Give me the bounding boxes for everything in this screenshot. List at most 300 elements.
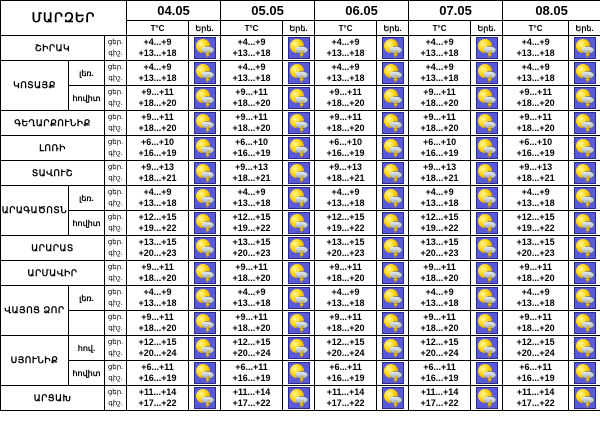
daytime-label: ցեր. bbox=[107, 89, 124, 96]
temperature-range-night: +13...+18 bbox=[232, 73, 271, 83]
sun-cloud-thunder-icon bbox=[194, 362, 216, 384]
weather-icon-cell bbox=[377, 261, 409, 286]
temperature-range-day: +13...+15 bbox=[420, 237, 459, 247]
temperature-cell bbox=[503, 161, 569, 186]
temperature-cell bbox=[221, 86, 283, 111]
temperature-cell bbox=[503, 386, 569, 411]
weather-icon-cell bbox=[569, 286, 600, 311]
weather-icon-cell bbox=[569, 211, 600, 236]
weather-icon-cell bbox=[189, 161, 221, 186]
nighttime-label: գիշ. bbox=[108, 375, 123, 382]
time-of-day-label bbox=[105, 311, 127, 336]
region-name: ՎԱՅՈՑ ՁՈՐ bbox=[1, 286, 69, 336]
weather-icon-cell bbox=[189, 136, 221, 161]
time-of-day-label bbox=[105, 61, 127, 86]
temperature-cell bbox=[127, 386, 189, 411]
temperature-range-night: +18...+20 bbox=[420, 273, 459, 283]
temperature-range-day: +4...+9 bbox=[237, 62, 266, 72]
temperature-range-night: +13...+18 bbox=[138, 298, 177, 308]
forecast-row bbox=[1, 136, 600, 161]
forecast-row bbox=[1, 86, 600, 111]
temperature-cell bbox=[409, 286, 471, 311]
temperature-range-day: +11...+14 bbox=[232, 387, 271, 397]
temperature-cell bbox=[221, 36, 283, 61]
forecast-row bbox=[1, 286, 600, 311]
temperature-range-day: +4...+9 bbox=[143, 37, 172, 47]
weather-icon-cell bbox=[283, 136, 315, 161]
nighttime-label: գիշ. bbox=[108, 300, 123, 307]
sun-cloud-thunder-icon bbox=[194, 387, 216, 409]
temperature-cell bbox=[127, 161, 189, 186]
weather-icon-cell bbox=[283, 86, 315, 111]
temperature-cell bbox=[409, 361, 471, 386]
sub-area-label: հովիտ bbox=[69, 361, 105, 386]
sun-cloud-thunder-icon bbox=[382, 237, 404, 259]
sun-cloud-thunder-icon bbox=[382, 112, 404, 134]
weather-icon-column-header: Երե. bbox=[377, 21, 409, 36]
temperature-range-day: +6...+10 bbox=[423, 137, 457, 147]
sun-cloud-thunder-icon bbox=[476, 112, 498, 134]
temperature-cell bbox=[127, 236, 189, 261]
sun-cloud-thunder-icon bbox=[476, 362, 498, 384]
temperature-range-night: +13...+18 bbox=[326, 298, 365, 308]
weather-icon-cell bbox=[189, 336, 221, 361]
sun-cloud-thunder-icon bbox=[382, 37, 404, 59]
temperature-range-night: +18...+21 bbox=[232, 173, 271, 183]
temperature-range-night: +16...+19 bbox=[420, 148, 459, 158]
forecast-row bbox=[1, 61, 600, 86]
temperature-range-night: +16...+19 bbox=[326, 373, 365, 383]
daytime-label: ցեր. bbox=[107, 339, 124, 346]
weather-icon-cell bbox=[283, 286, 315, 311]
temperature-cell bbox=[503, 111, 569, 136]
sun-cloud-thunder-icon bbox=[194, 312, 216, 334]
temperature-cell bbox=[315, 386, 377, 411]
daytime-label: ցեր. bbox=[107, 164, 124, 171]
temperature-cell bbox=[315, 86, 377, 111]
time-of-day-label bbox=[105, 136, 127, 161]
sun-cloud-thunder-icon bbox=[288, 387, 310, 409]
temperature-range-night: +18...+20 bbox=[232, 323, 271, 333]
nighttime-label: գիշ. bbox=[108, 250, 123, 257]
weather-icon-cell bbox=[283, 211, 315, 236]
sun-cloud-thunder-icon bbox=[288, 262, 310, 284]
weather-icon-cell bbox=[569, 261, 600, 286]
weather-icon-cell bbox=[377, 136, 409, 161]
temperature-cell bbox=[409, 161, 471, 186]
weather-icon-cell bbox=[283, 236, 315, 261]
sun-cloud-thunder-icon bbox=[574, 212, 596, 234]
sun-cloud-thunder-icon bbox=[382, 162, 404, 184]
sun-cloud-thunder-icon bbox=[574, 262, 596, 284]
sun-cloud-thunder-icon bbox=[288, 287, 310, 309]
weather-icon-cell bbox=[471, 236, 503, 261]
weather-icon-cell bbox=[377, 186, 409, 211]
nighttime-label: գիշ. bbox=[108, 225, 123, 232]
sun-cloud-thunder-icon bbox=[476, 62, 498, 84]
weather-icon-cell bbox=[569, 361, 600, 386]
time-of-day-label bbox=[105, 211, 127, 236]
weather-icon-cell bbox=[377, 161, 409, 186]
sun-cloud-thunder-icon bbox=[476, 37, 498, 59]
temperature-range-night: +18...+20 bbox=[516, 273, 555, 283]
sun-cloud-thunder-icon bbox=[382, 212, 404, 234]
temperature-range-night: +16...+19 bbox=[516, 373, 555, 383]
temperature-cell bbox=[221, 161, 283, 186]
temperature-range-night: +18...+20 bbox=[138, 323, 177, 333]
region-name: ՍՅՈՒՆԻՔ bbox=[1, 336, 69, 386]
sun-cloud-thunder-icon bbox=[194, 37, 216, 59]
temperature-range-night: +18...+20 bbox=[138, 123, 177, 133]
sun-cloud-thunder-icon bbox=[476, 337, 498, 359]
sun-cloud-thunder-icon bbox=[382, 337, 404, 359]
temperature-range-day: +12...+15 bbox=[326, 212, 365, 222]
temperature-range-night: +19...+22 bbox=[516, 223, 555, 233]
weather-icon-cell bbox=[283, 36, 315, 61]
temperature-cell bbox=[127, 336, 189, 361]
region-name: ԼՈՌԻ bbox=[1, 136, 105, 161]
temperature-range-night: +13...+18 bbox=[232, 48, 271, 58]
weather-icon-cell bbox=[569, 161, 600, 186]
weather-icon-cell bbox=[569, 111, 600, 136]
temperature-cell bbox=[503, 361, 569, 386]
weather-icon-cell bbox=[283, 111, 315, 136]
weather-icon-cell bbox=[569, 236, 600, 261]
temperature-range-day: +9...+13 bbox=[329, 162, 363, 172]
sun-cloud-thunder-icon bbox=[288, 312, 310, 334]
temperature-range-night: +18...+20 bbox=[232, 98, 271, 108]
temperature-range-day: +4...+9 bbox=[143, 62, 172, 72]
temperature-range-night: +18...+20 bbox=[326, 123, 365, 133]
temperature-range-day: +4...+9 bbox=[237, 37, 266, 47]
temperature-range-day: +13...+15 bbox=[326, 237, 365, 247]
temperature-cell bbox=[503, 311, 569, 336]
temperature-cell bbox=[315, 36, 377, 61]
temperature-cell bbox=[503, 61, 569, 86]
sun-cloud-thunder-icon bbox=[194, 262, 216, 284]
date-header: 05.05 bbox=[221, 1, 315, 21]
temperature-cell bbox=[221, 361, 283, 386]
temperature-range-day: +9...+11 bbox=[519, 262, 552, 272]
weather-icon-cell bbox=[189, 86, 221, 111]
weather-icon-cell bbox=[569, 186, 600, 211]
temperature-cell bbox=[503, 86, 569, 111]
sun-cloud-thunder-icon bbox=[194, 112, 216, 134]
weather-icon-cell bbox=[283, 386, 315, 411]
sun-cloud-thunder-icon bbox=[476, 312, 498, 334]
temperature-range-night: +18...+21 bbox=[138, 173, 177, 183]
weather-icon-cell bbox=[377, 111, 409, 136]
sub-area-label bbox=[69, 311, 105, 336]
temperature-cell bbox=[127, 211, 189, 236]
sub-area-label: հովիտ bbox=[69, 211, 105, 236]
temperature-range-day: +4...+9 bbox=[521, 37, 550, 47]
temperature-cell bbox=[503, 36, 569, 61]
weather-icon-cell bbox=[377, 386, 409, 411]
forecast-row bbox=[1, 186, 600, 211]
weather-icon-cell bbox=[189, 236, 221, 261]
weather-icon-cell bbox=[377, 36, 409, 61]
weather-icon-cell bbox=[189, 111, 221, 136]
temperature-range-day: +9...+11 bbox=[235, 112, 268, 122]
temperature-range-day: +9...+11 bbox=[329, 112, 362, 122]
temperature-range-night: +20...+23 bbox=[420, 248, 459, 258]
temperature-range-night: +20...+23 bbox=[138, 248, 177, 258]
temperature-cell bbox=[409, 211, 471, 236]
sun-cloud-thunder-icon bbox=[574, 237, 596, 259]
temperature-cell bbox=[409, 386, 471, 411]
time-of-day-label bbox=[105, 286, 127, 311]
temperature-range-night: +13...+18 bbox=[420, 298, 459, 308]
nighttime-label: գիշ. bbox=[108, 400, 123, 407]
sun-cloud-thunder-icon bbox=[194, 287, 216, 309]
time-of-day-label bbox=[105, 236, 127, 261]
temperature-cell bbox=[315, 211, 377, 236]
sun-cloud-thunder-icon bbox=[194, 212, 216, 234]
temperature-cell bbox=[315, 236, 377, 261]
temperature-range-night: +19...+22 bbox=[138, 223, 177, 233]
temperature-range-day: +9...+11 bbox=[141, 87, 174, 97]
temperature-range-day: +4...+9 bbox=[425, 287, 454, 297]
temperature-range-day: +12...+15 bbox=[138, 212, 177, 222]
time-of-day-label bbox=[105, 111, 127, 136]
temperature-range-night: +16...+19 bbox=[326, 148, 365, 158]
weather-icon-cell bbox=[377, 336, 409, 361]
sun-cloud-thunder-icon bbox=[194, 162, 216, 184]
temperature-range-day: +4...+9 bbox=[425, 187, 454, 197]
date-header: 04.05 bbox=[127, 1, 221, 21]
weather-icon-cell bbox=[377, 211, 409, 236]
sun-cloud-thunder-icon bbox=[574, 137, 596, 159]
date-header: 06.05 bbox=[315, 1, 409, 21]
weather-icon-cell bbox=[471, 36, 503, 61]
region-name: ԱՐԱՐԱՏ bbox=[1, 236, 105, 261]
weather-icon-cell bbox=[189, 261, 221, 286]
weather-icon-cell bbox=[471, 286, 503, 311]
temperature-range-day: +9...+11 bbox=[235, 262, 268, 272]
temperature-cell bbox=[503, 261, 569, 286]
temperature-cell bbox=[409, 336, 471, 361]
region-name: ԱՐՑԱԽ bbox=[1, 386, 105, 411]
weather-icon-cell bbox=[471, 311, 503, 336]
forecast-row bbox=[1, 111, 600, 136]
temperature-range-day: +12...+15 bbox=[516, 212, 555, 222]
time-of-day-label bbox=[105, 186, 127, 211]
temperature-range-day: +4...+9 bbox=[425, 62, 454, 72]
temperature-range-night: +20...+24 bbox=[420, 348, 459, 358]
temperature-range-night: +18...+21 bbox=[326, 173, 365, 183]
temperature-range-day: +12...+15 bbox=[420, 337, 459, 347]
weather-icon-cell bbox=[471, 211, 503, 236]
sun-cloud-thunder-icon bbox=[194, 337, 216, 359]
temperature-cell bbox=[503, 186, 569, 211]
temperature-cell bbox=[409, 61, 471, 86]
temperature-cell bbox=[221, 236, 283, 261]
time-of-day-label bbox=[105, 336, 127, 361]
temperature-range-day: +9...+11 bbox=[141, 112, 174, 122]
temperature-range-day: +9...+11 bbox=[519, 312, 552, 322]
temperature-range-night: +19...+22 bbox=[420, 223, 459, 233]
weather-icon-cell bbox=[569, 86, 600, 111]
temperature-cell bbox=[127, 361, 189, 386]
temperature-cell bbox=[409, 36, 471, 61]
temperature-range-night: +13...+18 bbox=[516, 48, 555, 58]
temperature-range-day: +9...+11 bbox=[141, 262, 174, 272]
forecast-row bbox=[1, 211, 600, 236]
temperature-range-night: +13...+18 bbox=[420, 198, 459, 208]
sun-cloud-thunder-icon bbox=[574, 287, 596, 309]
sun-cloud-thunder-icon bbox=[476, 287, 498, 309]
temperature-range-night: +16...+19 bbox=[232, 148, 271, 158]
nighttime-label: գիշ. bbox=[108, 275, 123, 282]
weather-icon-cell bbox=[377, 236, 409, 261]
temperature-range-night: +18...+21 bbox=[516, 173, 555, 183]
temperature-range-night: +18...+20 bbox=[420, 98, 459, 108]
sun-cloud-thunder-icon bbox=[574, 37, 596, 59]
temperature-range-day: +9...+11 bbox=[423, 312, 456, 322]
temperature-range-night: +13...+18 bbox=[138, 198, 177, 208]
time-of-day-label bbox=[105, 261, 127, 286]
temperature-range-day: +4...+9 bbox=[143, 187, 172, 197]
nighttime-label: գիշ. bbox=[108, 325, 123, 332]
weather-icon-cell bbox=[283, 186, 315, 211]
marz-column-header: ՄԱՐԶԵՐ bbox=[1, 1, 127, 36]
sun-cloud-thunder-icon bbox=[288, 237, 310, 259]
temperature-cell bbox=[409, 261, 471, 286]
sun-cloud-thunder-icon bbox=[382, 187, 404, 209]
forecast-row bbox=[1, 361, 600, 386]
sun-cloud-thunder-icon bbox=[574, 187, 596, 209]
temperature-cell bbox=[127, 261, 189, 286]
weather-icon-cell bbox=[283, 361, 315, 386]
temperature-range-night: +17...+22 bbox=[420, 398, 459, 408]
temperature-range-night: +20...+23 bbox=[232, 248, 271, 258]
temperature-range-night: +18...+20 bbox=[516, 123, 555, 133]
sun-cloud-thunder-icon bbox=[194, 137, 216, 159]
temperature-range-night: +13...+18 bbox=[232, 198, 271, 208]
temperature-range-day: +6...+11 bbox=[423, 362, 456, 372]
temperature-cell bbox=[221, 186, 283, 211]
temperature-range-day: +4...+9 bbox=[521, 62, 550, 72]
temperature-range-night: +13...+18 bbox=[326, 73, 365, 83]
sun-cloud-thunder-icon bbox=[382, 262, 404, 284]
forecast-row bbox=[1, 161, 600, 186]
temperature-range-day: +9...+11 bbox=[423, 262, 456, 272]
weather-icon-column-header: Երե. bbox=[189, 21, 221, 36]
temperature-range-day: +4...+9 bbox=[331, 287, 360, 297]
weather-icon-cell bbox=[471, 186, 503, 211]
temperature-range-night: +20...+24 bbox=[138, 348, 177, 358]
weather-icon-cell bbox=[377, 61, 409, 86]
weather-icon-cell bbox=[377, 361, 409, 386]
temperature-range-day: +4...+9 bbox=[237, 187, 266, 197]
weather-icon-cell bbox=[189, 361, 221, 386]
forecast-row bbox=[1, 311, 600, 336]
temperature-cell bbox=[221, 386, 283, 411]
sun-cloud-thunder-icon bbox=[288, 87, 310, 109]
weather-icon-cell bbox=[471, 386, 503, 411]
weather-icon-cell bbox=[283, 61, 315, 86]
sun-cloud-thunder-icon bbox=[574, 87, 596, 109]
time-of-day-label bbox=[105, 86, 127, 111]
temperature-range-day: +11...+14 bbox=[326, 387, 365, 397]
temperature-cell bbox=[127, 61, 189, 86]
temperature-range-night: +20...+24 bbox=[516, 348, 555, 358]
temperature-range-night: +13...+18 bbox=[516, 73, 555, 83]
sun-cloud-thunder-icon bbox=[476, 262, 498, 284]
weather-icon-cell bbox=[283, 161, 315, 186]
temperature-range-night: +20...+24 bbox=[232, 348, 271, 358]
temperature-range-day: +13...+15 bbox=[516, 237, 555, 247]
temperature-cell bbox=[503, 211, 569, 236]
sub-area-label: լեռ. bbox=[69, 61, 105, 86]
temperature-range-day: +12...+15 bbox=[326, 337, 365, 347]
daytime-label: ցեր. bbox=[107, 64, 124, 71]
daytime-label: ցեր. bbox=[107, 314, 124, 321]
sun-cloud-thunder-icon bbox=[574, 362, 596, 384]
sun-cloud-thunder-icon bbox=[288, 137, 310, 159]
weather-icon-cell bbox=[471, 86, 503, 111]
temperature-range-night: +17...+22 bbox=[516, 398, 555, 408]
temperature-range-night: +16...+19 bbox=[232, 373, 271, 383]
temperature-range-night: +18...+20 bbox=[232, 123, 271, 133]
temperature-cell bbox=[409, 236, 471, 261]
forecast-row bbox=[1, 36, 600, 61]
temperature-column-header: T°C bbox=[221, 21, 283, 36]
weather-icon-column-header: Երե. bbox=[569, 21, 600, 36]
temperature-cell bbox=[221, 311, 283, 336]
sun-cloud-thunder-icon bbox=[288, 337, 310, 359]
sun-cloud-thunder-icon bbox=[382, 62, 404, 84]
temperature-cell bbox=[503, 336, 569, 361]
sun-cloud-thunder-icon bbox=[476, 87, 498, 109]
temperature-range-day: +9...+11 bbox=[329, 87, 362, 97]
temperature-range-day: +6...+11 bbox=[141, 362, 174, 372]
sun-cloud-thunder-icon bbox=[574, 62, 596, 84]
temperature-cell bbox=[221, 111, 283, 136]
temperature-cell bbox=[315, 161, 377, 186]
weather-icon-cell bbox=[377, 286, 409, 311]
temperature-range-night: +13...+18 bbox=[232, 298, 271, 308]
temperature-range-day: +13...+15 bbox=[138, 237, 177, 247]
temperature-range-day: +12...+15 bbox=[138, 337, 177, 347]
temperature-range-night: +13...+18 bbox=[516, 198, 555, 208]
nighttime-label: գիշ. bbox=[108, 50, 123, 57]
sun-cloud-thunder-icon bbox=[288, 162, 310, 184]
weather-icon-cell bbox=[471, 136, 503, 161]
temperature-range-night: +19...+22 bbox=[232, 223, 271, 233]
temperature-range-day: +12...+15 bbox=[232, 337, 271, 347]
temperature-range-day: +9...+11 bbox=[329, 312, 362, 322]
region-name: ՏԱՎՈՒՇ bbox=[1, 161, 105, 186]
temperature-cell bbox=[127, 36, 189, 61]
temperature-cell bbox=[127, 136, 189, 161]
nighttime-label: գիշ. bbox=[108, 100, 123, 107]
temperature-cell bbox=[127, 111, 189, 136]
temperature-range-day: +4...+9 bbox=[237, 287, 266, 297]
sun-cloud-thunder-icon bbox=[194, 62, 216, 84]
daytime-label: ցեր. bbox=[107, 39, 124, 46]
temperature-range-night: +18...+20 bbox=[420, 323, 459, 333]
weather-icon-cell bbox=[569, 311, 600, 336]
sun-cloud-thunder-icon bbox=[382, 137, 404, 159]
temperature-cell bbox=[315, 111, 377, 136]
nighttime-label: գիշ. bbox=[108, 175, 123, 182]
temperature-range-day: +4...+9 bbox=[143, 287, 172, 297]
temperature-cell bbox=[315, 136, 377, 161]
temperature-range-night: +18...+20 bbox=[326, 273, 365, 283]
sun-cloud-thunder-icon bbox=[476, 162, 498, 184]
